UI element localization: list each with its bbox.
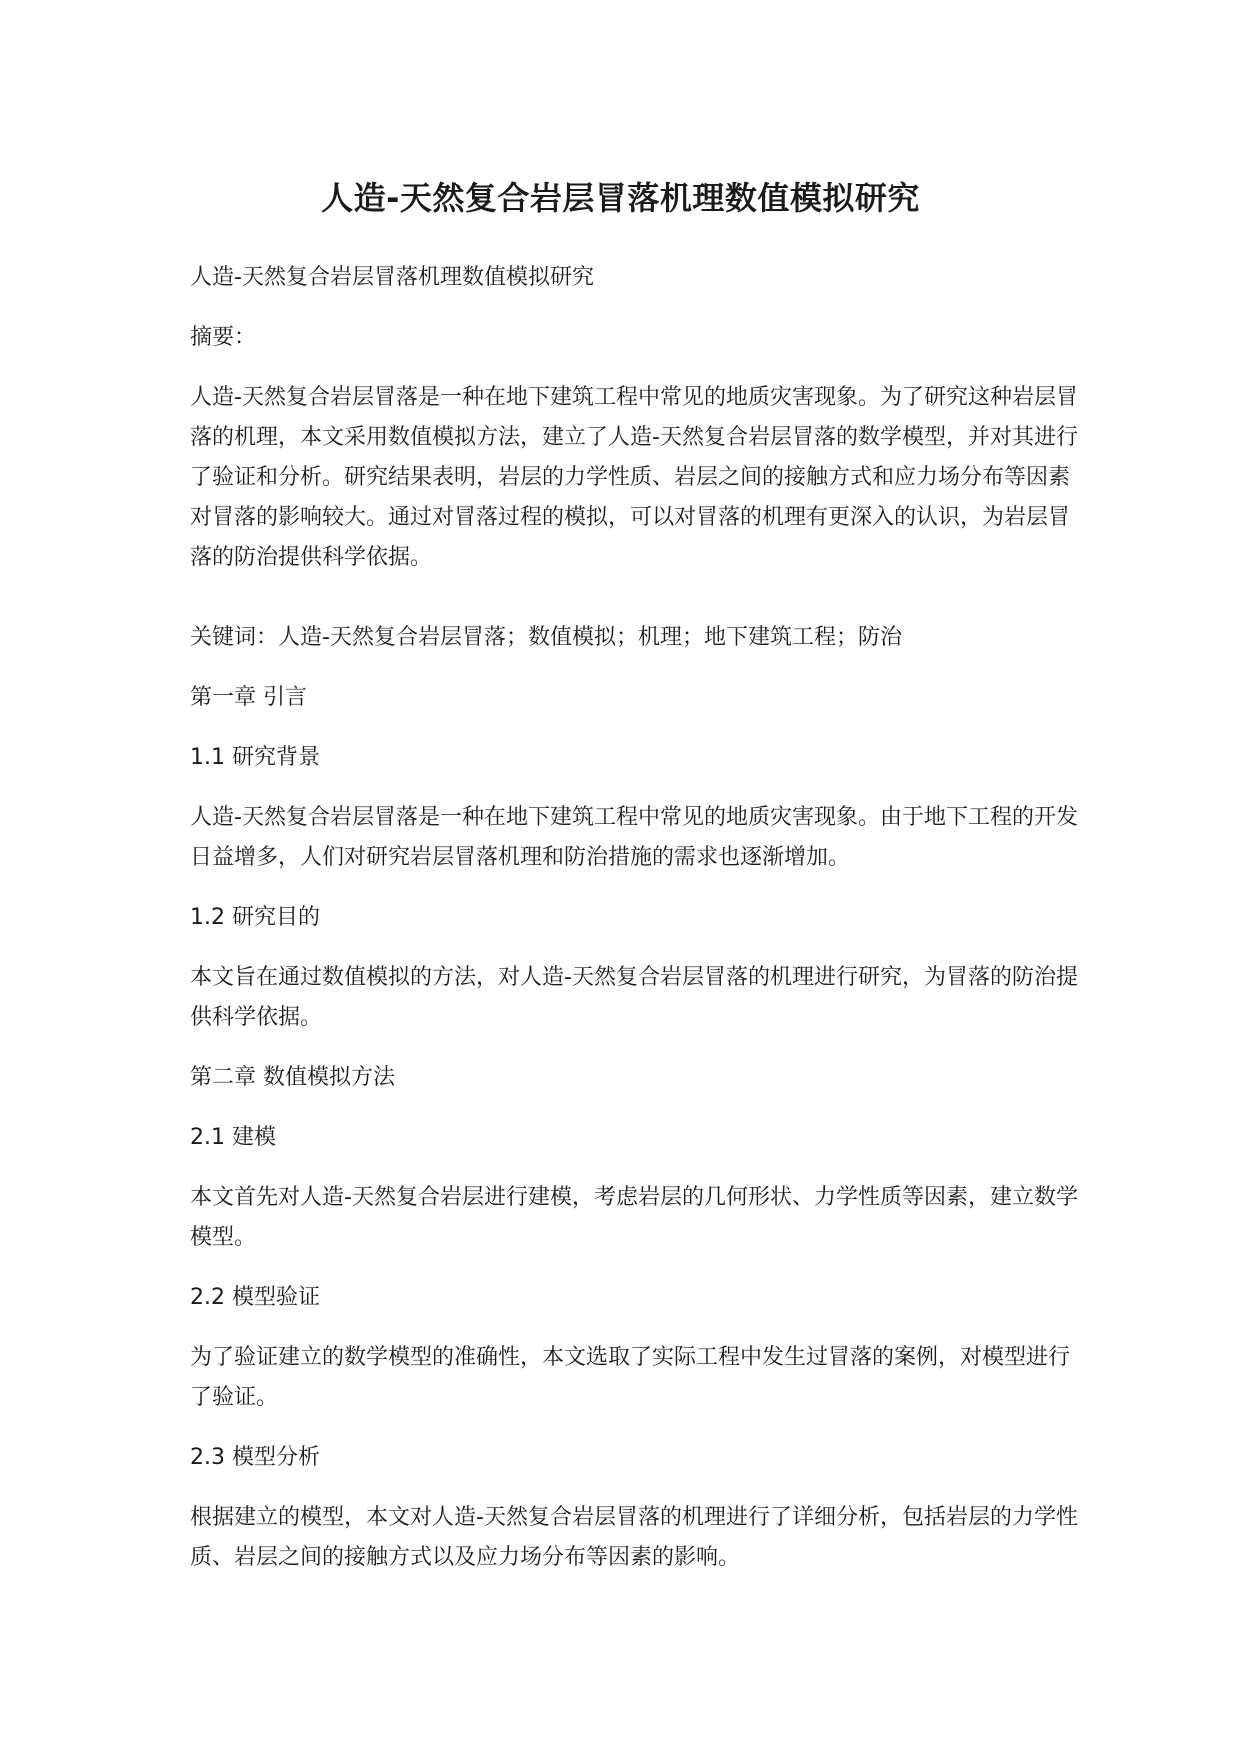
section-2-1-heading: 2.1 建模 xyxy=(190,1125,276,1150)
section-2-3-heading: 2.3 模型分析 xyxy=(190,1445,320,1470)
chapter-1-heading: 第一章 引言 xyxy=(190,685,307,710)
section-2-2-paragraph: 为了验证建立的数学模型的准确性，本文选取了实际工程中发生过冒落的案例，对模型进行了验证。 xyxy=(190,1345,1071,1410)
section-1-1-heading: 1.1 研究背景 xyxy=(190,745,320,770)
section-1-1-paragraph: 人造-天然复合岩层冒落是一种在地下建筑工程中常见的地质灾害现象。由于地下工程的开发日益增多，人们对研究岩层冒落机理和防治措施的需求也逐渐增加。 xyxy=(190,805,1078,870)
keywords-line: 关键词：人造-天然复合岩层冒落；数值模拟；机理；地下建筑工程；防治 xyxy=(190,625,902,650)
section-2-1-paragraph: 本文首先对人造-天然复合岩层进行建模，考虑岩层的几何形状、力学性质等因素，建立数学模型。 xyxy=(190,1185,1078,1250)
chapter-2-heading: 第二章 数值模拟方法 xyxy=(190,1065,395,1090)
section-2-3-paragraph: 根据建立的模型，本文对人造-天然复合岩层冒落的机理进行了详细分析，包括岩层的力学性质、岩层之间的接触方式以及应力场分布等因素的影响。 xyxy=(190,1505,1078,1570)
section-1-2-heading: 1.2 研究目的 xyxy=(190,905,320,930)
section-1-2-paragraph: 本文旨在通过数值模拟的方法，对人造-天然复合岩层冒落的机理进行研究，为冒落的防治提供科学依据。 xyxy=(190,965,1078,1030)
document-subtitle: 人造-天然复合岩层冒落机理数值模拟研究 xyxy=(190,265,594,290)
abstract-paragraph: 人造-天然复合岩层冒落是一种在地下建筑工程中常见的地质灾害现象。为了研究这种岩层冒落的机理，本文采用数值模拟方法，建立了人造-天然复合岩层冒落的数学模型，并对其进行了验证和分析。研究结果表明，岩层的力学性质、岩层之间的接触方式和应力场分布等因素对冒落的影响较大。通过对冒落过程的模拟，可以对冒落的机理有更深入的认识，为岩层冒落的防治提供科学依据。 xyxy=(190,385,1078,570)
section-2-2-heading: 2.2 模型验证 xyxy=(190,1285,320,1310)
document-title: 人造-天然复合岩层冒落机理数值模拟研究 xyxy=(321,179,920,217)
abstract-label: 摘要： xyxy=(190,325,257,350)
